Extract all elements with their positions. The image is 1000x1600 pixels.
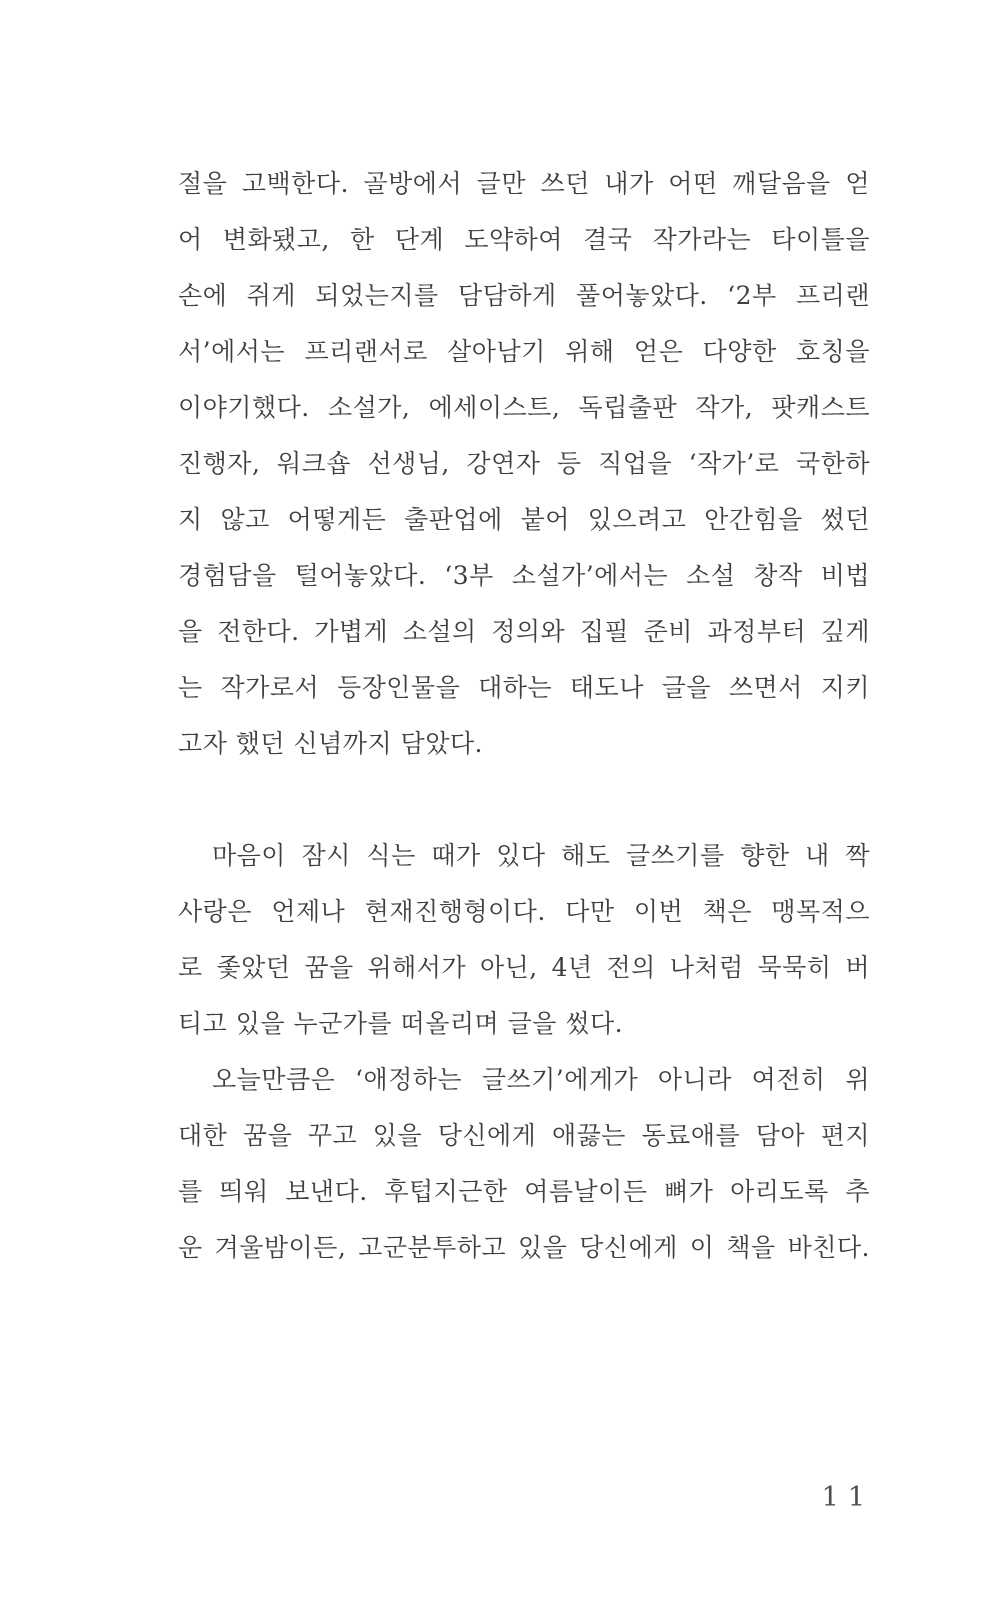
text-line: 대한 꿈을 꾸고 있을 당신에게 애끓는 동료애를 담아 편지: [178, 1121, 870, 1150]
text-line: 지 않고 어떻게든 출판업에 붙어 있으려고 안간힘을 썼던: [178, 505, 870, 534]
text-line: 서’에서는 프리랜서로 살아남기 위해 얻은 다양한 호칭을: [178, 337, 870, 366]
paragraph: [178, 156, 870, 772]
text-line: 운 겨울밤이든, 고군분투하고 있을 당신에게 이 책을 바친다.: [178, 1233, 870, 1262]
text-line: 마음이 잠시 식는 때가 있다 해도 글쓰기를 향한 내 짝: [212, 841, 870, 870]
text-line: 를 띄워 보낸다. 후텁지근한 여름날이든 뼈가 아리도록 추: [178, 1177, 870, 1206]
page-number: 11: [821, 1482, 874, 1513]
body-text: [178, 156, 870, 1276]
paragraph: [178, 1052, 870, 1276]
paragraph-gap: [178, 772, 870, 828]
text-line: 어 변화됐고, 한 단계 도약하여 결국 작가라는 타이틀을: [178, 225, 870, 254]
text-line: 손에 쥐게 되었는지를 담담하게 풀어놓았다. ‘2부 프리랜: [178, 281, 870, 310]
text-line: 진행자, 워크숍 선생님, 강연자 등 직업을 ‘작가’로 국한하: [178, 449, 870, 478]
text-line: 경험담을 털어놓았다. ‘3부 소설가’에서는 소설 창작 비법: [178, 561, 870, 590]
text-line: 고자 했던 신념까지 담았다.: [178, 729, 483, 758]
text-line: 오늘만큼은 ‘애정하는 글쓰기’에게가 아니라 여전히 위: [212, 1065, 870, 1094]
text-line: 는 작가로서 등장인물을 대하는 태도나 글을 쓰면서 지키: [178, 673, 870, 702]
text-line: 이야기했다. 소설가, 에세이스트, 독립출판 작가, 팟캐스트: [178, 393, 870, 422]
text-line: 을 전한다. 가볍게 소설의 정의와 집필 준비 과정부터 깊게: [178, 617, 870, 646]
paragraph: [178, 828, 870, 1052]
text-line: 사랑은 언제나 현재진행형이다. 다만 이번 책은 맹목적으: [178, 897, 870, 926]
text-line: 절을 고백한다. 골방에서 글만 쓰던 내가 어떤 깨달음을 얻: [178, 169, 870, 198]
text-line: 티고 있을 누군가를 떠올리며 글을 썼다.: [178, 1009, 624, 1038]
text-line: 로 좇았던 꿈을 위해서가 아닌, 4년 전의 나처럼 묵묵히 버: [178, 953, 870, 982]
